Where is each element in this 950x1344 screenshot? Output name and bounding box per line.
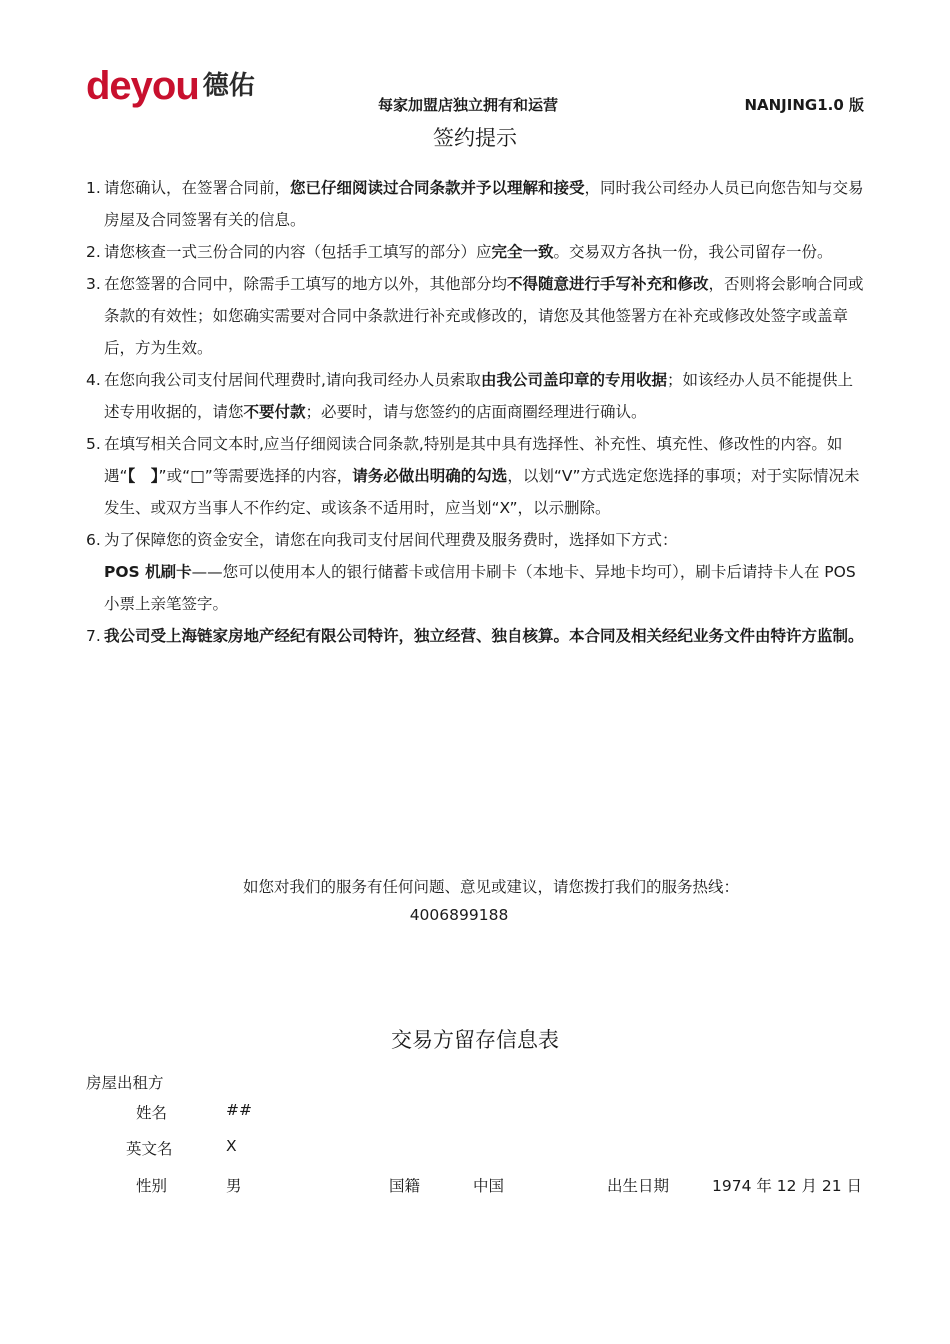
term-text <box>104 524 864 620</box>
term-fragment: ”或“□”等需要选择的内容， <box>158 467 353 485</box>
term-item <box>86 620 864 652</box>
term-emphasis: POS 机刷卡 <box>104 563 192 581</box>
party-label: 房屋出租方 <box>86 1074 164 1092</box>
info-table-title: 交易方留存信息表 <box>391 1028 559 1052</box>
term-fragment: ，以划“V”方式选定您选择的事项；对于实际情况未发生、或双方当事人不作约定、或该条不适用时，应当划“X”，以示删除。 <box>104 467 860 517</box>
name-label: 姓名 <box>136 1104 168 1122</box>
term-number: 7. <box>86 627 101 645</box>
company-logo <box>86 66 255 106</box>
term-emphasis: 您已仔细阅读过合同条款并予以理解和接受 <box>290 179 585 197</box>
logo-cjk: 德佑 <box>202 71 255 101</box>
english-name-value: X <box>226 1137 237 1155</box>
birth-date-value: 1974 年 12 月 21 日 <box>712 1177 863 1195</box>
term-number: 2. <box>86 243 101 261</box>
term-emphasis: 完全一致 <box>491 243 554 261</box>
term-emphasis: 不得随意进行手写补充和修改 <box>507 275 709 293</box>
nationality-label: 国籍 <box>389 1177 421 1195</box>
terms-list <box>86 172 864 652</box>
hotline-number: 4006899188 <box>409 906 509 924</box>
header-version: NANJING1.0 版 <box>744 96 864 114</box>
document-title: 签约提示 <box>433 126 517 150</box>
term-item <box>86 524 864 620</box>
term-fragment: 为了保障您的资金安全，请您在向我司支付居间代理费及服务费时，选择如下方式： <box>104 531 678 549</box>
term-fragment: 。交易双方各执一份，我公司留存一份。 <box>553 243 833 261</box>
term-emphasis: 【 】 <box>127 467 159 485</box>
term-text <box>104 236 864 268</box>
term-item <box>86 172 864 236</box>
term-fragment: ，否则将会影响合同或条款的有效性；如您确实需要对合同中条款进行补充或修改的，请您及其他签署方在补充或修改处签字或盖章后，方为生效。 <box>104 275 864 357</box>
term-text <box>104 172 864 236</box>
nationality-value: 中国 <box>473 1177 505 1195</box>
english-name-label: 英文名 <box>126 1140 173 1158</box>
gender-value: 男 <box>226 1177 242 1195</box>
term-item <box>86 364 864 428</box>
term-emphasis: 由我公司盖印章的专用收据 <box>480 371 667 389</box>
term-text <box>104 364 864 428</box>
term-fragment: 在您向我公司支付居间代理费时,请向我司经办人员索取 <box>104 371 481 389</box>
term-emphasis: 我公司受上海链家房地产经纪有限公司特许，独立经营、独自核算。本合同及相关经纪业务文件由特许方监制。 <box>104 627 864 645</box>
term-item <box>86 236 864 268</box>
term-text <box>104 620 864 652</box>
term-number: 6. <box>86 531 101 549</box>
term-text <box>104 428 864 524</box>
term-item <box>86 428 864 524</box>
header-franchise-note: 每家加盟店独立拥有和运营 <box>378 96 559 114</box>
term-emphasis: 不要付款 <box>243 403 306 421</box>
gender-label: 性别 <box>136 1177 168 1195</box>
term-fragment: ；如该经办人员不能提供上述专用收据的，请您 <box>104 371 853 421</box>
term-fragment: ，同时我公司经办人员已向您告知与交易房屋及合同签署有关的信息。 <box>104 179 864 229</box>
term-number: 1. <box>86 179 101 197</box>
name-value: ## <box>226 1101 252 1119</box>
contact-text: 如您对我们的服务有任何问题、意见或建议，请您拨打我们的服务热线： <box>242 878 739 896</box>
term-fragment: 在填写相关合同文本时,应当仔细阅读合同条款,特别是其中具有选择性、补充性、填充性、修改性的内容。如遇“ <box>104 435 843 485</box>
birth-date-label: 出生日期 <box>607 1177 670 1195</box>
term-number: 4. <box>86 371 101 389</box>
term-number: 5. <box>86 435 101 453</box>
term-number: 3. <box>86 275 101 293</box>
term-fragment: ——您可以使用本人的银行储蓄卡或信用卡刷卡（本地卡、异地卡均可），刷卡后请持卡人在 POS 小票上亲笔签字。 <box>104 563 856 613</box>
term-fragment: 请您核查一式三份合同的内容（包括手工填写的部分）应 <box>104 243 492 261</box>
term-item <box>86 268 864 364</box>
term-emphasis: 请务必做出明确的勾选 <box>352 467 508 485</box>
logo-latin: deyou <box>86 64 199 108</box>
term-fragment: ；必要时，请与您签约的店面商圈经理进行确认。 <box>305 403 647 421</box>
term-text <box>104 268 864 364</box>
term-fragment: 在您签署的合同中，除需手工填写的地方以外，其他部分均 <box>104 275 508 293</box>
term-fragment: 请您确认，在签署合同前， <box>104 179 291 197</box>
